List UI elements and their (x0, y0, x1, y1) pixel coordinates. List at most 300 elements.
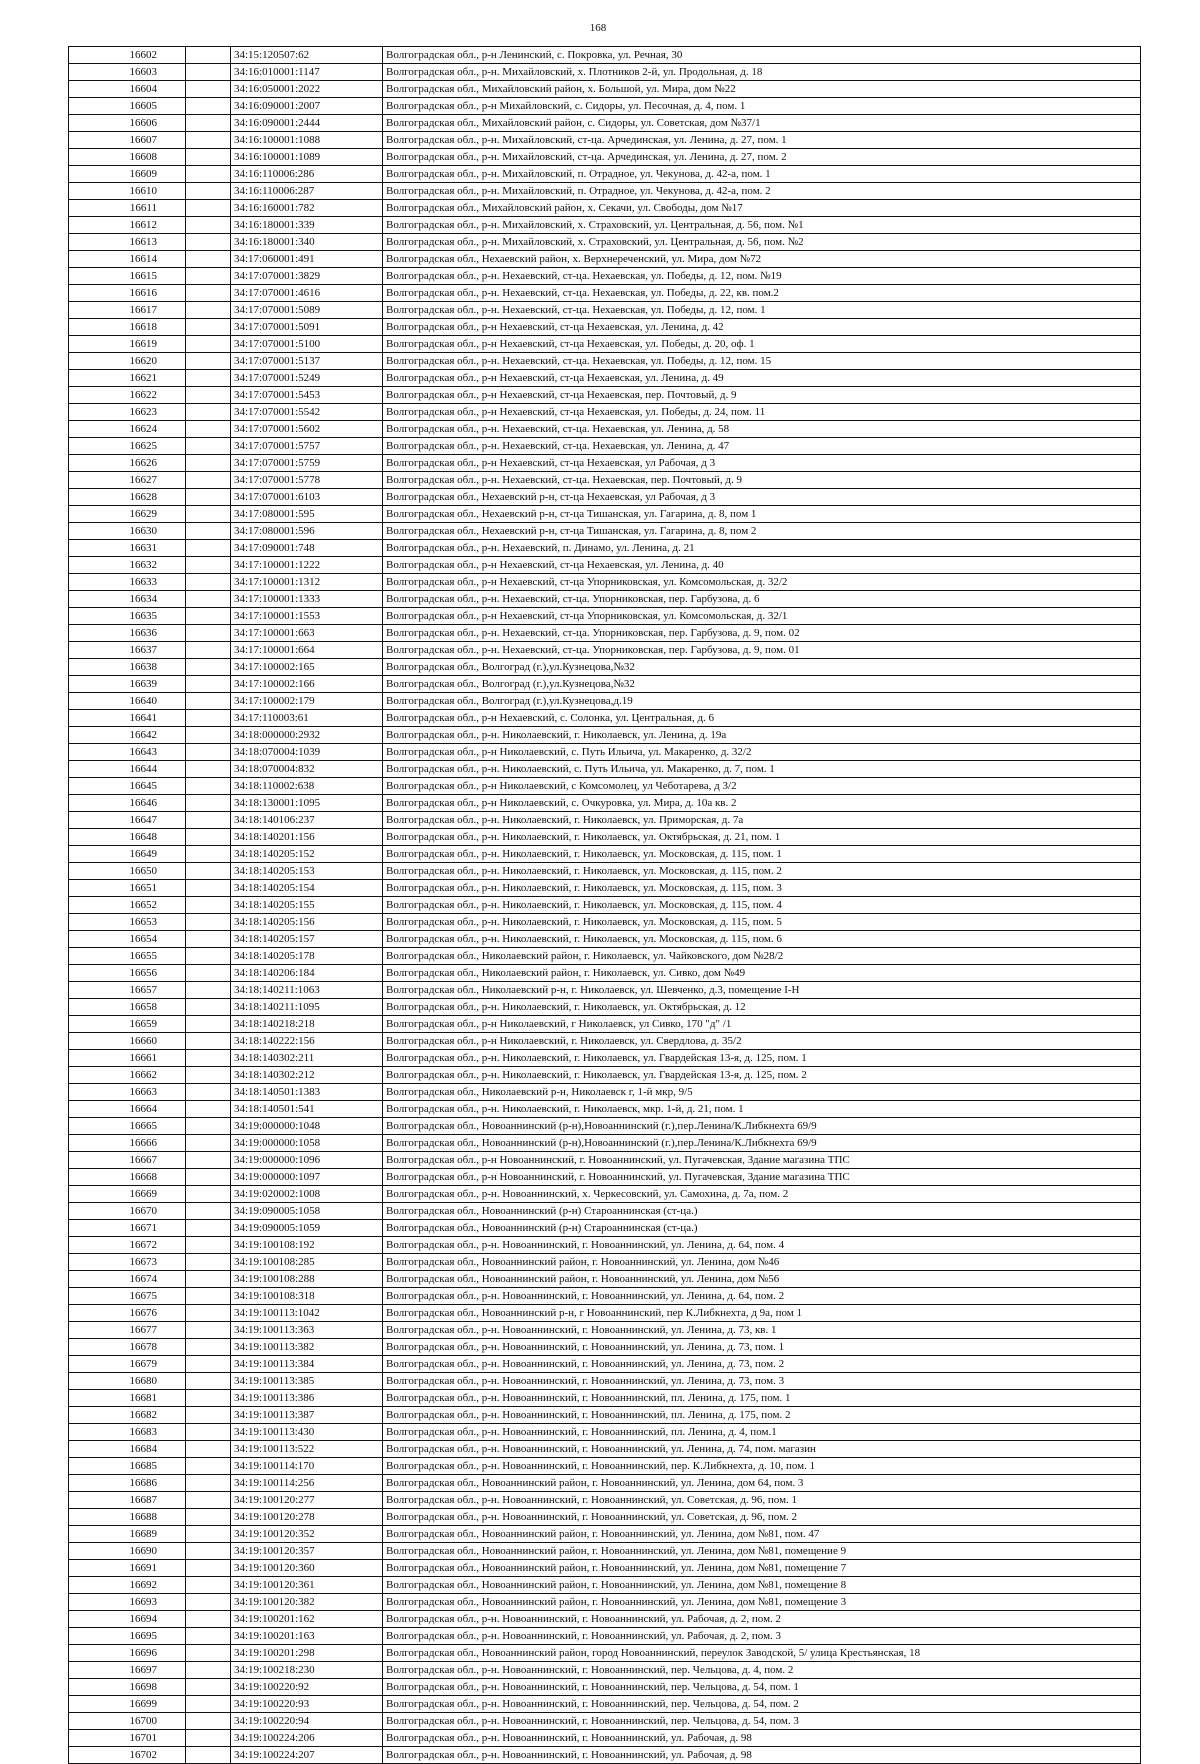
table-row (69, 1713, 1141, 1730)
table-row (69, 1730, 1141, 1747)
record-number-cell: 16658 (69, 999, 186, 1016)
empty-cell (186, 234, 231, 251)
cadastral-number-cell: 34:17:070001:5100 (231, 336, 383, 353)
empty-cell (186, 1679, 231, 1696)
record-number-cell: 16637 (69, 642, 186, 659)
empty-cell (186, 404, 231, 421)
cadastral-number-cell: 34:19:100113:385 (231, 1373, 383, 1390)
empty-cell (186, 846, 231, 863)
empty-cell (186, 1033, 231, 1050)
cadastral-number-cell: 34:19:100120:278 (231, 1509, 383, 1526)
table-row (69, 115, 1141, 132)
table-row (69, 319, 1141, 336)
cadastral-number-cell: 34:18:140501:1383 (231, 1084, 383, 1101)
empty-cell (186, 1050, 231, 1067)
empty-cell (186, 1645, 231, 1662)
empty-cell (186, 353, 231, 370)
address-cell: Волгоградская обл., р-н. Николаевский, г. Николаевск, ул. Ленина, д. 19а (383, 727, 1141, 744)
address-cell: Волгоградская обл., Новоаннинский район, г. Новоаннинский, ул. Ленина, дом 64, пом. 3 (383, 1475, 1141, 1492)
record-number-cell: 16681 (69, 1390, 186, 1407)
record-number-cell: 16675 (69, 1288, 186, 1305)
address-cell: Волгоградская обл., Новоаннинский район, г. Новоаннинский, ул. Ленина, дом №46 (383, 1254, 1141, 1271)
address-cell: Волгоградская обл., р-н. Михайловский, п. Отрадное, ул. Чекунова, д. 42-а, пом. 2 (383, 183, 1141, 200)
record-number-cell: 16616 (69, 285, 186, 302)
record-number-cell: 16679 (69, 1356, 186, 1373)
empty-cell (186, 1475, 231, 1492)
empty-cell (186, 693, 231, 710)
record-number-cell: 16652 (69, 897, 186, 914)
record-number-cell: 16618 (69, 319, 186, 336)
address-cell: Волгоградская обл., р-н. Новоаннинский, г. Новоаннинский, ул. Советская, д. 96, пом. 1 (383, 1492, 1141, 1509)
address-cell: Волгоградская обл., р-н. Нехаевский, ст-ца. Нехаевская, ул. Победы, д. 12, пом. 15 (383, 353, 1141, 370)
table-row (69, 251, 1141, 268)
address-cell: Волгоградская обл., Волгоград (г.),ул.Кузнецова,№32 (383, 676, 1141, 693)
address-cell: Волгоградская обл., Новоаннинский (р-н),Новоаннинский (г.),пер.Ленина/К.Либкнехта 69/9 (383, 1118, 1141, 1135)
cadastral-number-cell: 34:19:100220:92 (231, 1679, 383, 1696)
record-number-cell: 16684 (69, 1441, 186, 1458)
table-row (69, 608, 1141, 625)
record-number-cell: 16662 (69, 1067, 186, 1084)
address-cell: Волгоградская обл., Николаевский р-н, Николаевск г, 1-й мкр, 9/5 (383, 1084, 1141, 1101)
record-number-cell: 16663 (69, 1084, 186, 1101)
empty-cell (186, 200, 231, 217)
table-row (69, 710, 1141, 727)
cadastral-number-cell: 34:18:140222:156 (231, 1033, 383, 1050)
empty-cell (186, 1305, 231, 1322)
record-number-cell: 16644 (69, 761, 186, 778)
cadastral-number-cell: 34:17:070001:5757 (231, 438, 383, 455)
record-number-cell: 16677 (69, 1322, 186, 1339)
table-row (69, 200, 1141, 217)
address-cell: Волгоградская обл., р-н Николаевский, с. Очкуровка, ул. Мира, д. 10а кв. 2 (383, 795, 1141, 812)
table-row (69, 64, 1141, 81)
record-number-cell: 16666 (69, 1135, 186, 1152)
empty-cell (186, 744, 231, 761)
empty-cell (186, 506, 231, 523)
record-number-cell: 16614 (69, 251, 186, 268)
record-number-cell: 16640 (69, 693, 186, 710)
cadastral-number-cell: 34:17:070001:3829 (231, 268, 383, 285)
cadastral-number-cell: 34:19:100113:387 (231, 1407, 383, 1424)
table-row (69, 421, 1141, 438)
table-row (69, 1560, 1141, 1577)
empty-cell (186, 880, 231, 897)
record-number-cell: 16603 (69, 64, 186, 81)
record-number-cell: 16670 (69, 1203, 186, 1220)
empty-cell (186, 999, 231, 1016)
record-number-cell: 16629 (69, 506, 186, 523)
table-row (69, 166, 1141, 183)
record-number-cell: 16659 (69, 1016, 186, 1033)
cadastral-number-cell: 34:19:100224:207 (231, 1747, 383, 1764)
record-number-cell: 16625 (69, 438, 186, 455)
table-row (69, 693, 1141, 710)
cadastral-number-cell: 34:19:100224:206 (231, 1730, 383, 1747)
address-cell: Волгоградская обл., р-н. Новоаннинский, г. Новоаннинский, ул. Рабочая, д. 2, пом. 2 (383, 1611, 1141, 1628)
table-row (69, 1254, 1141, 1271)
cadastral-number-cell: 34:17:070001:6103 (231, 489, 383, 506)
cadastral-number-cell: 34:16:050001:2022 (231, 81, 383, 98)
address-cell: Волгоградская обл., р-н Новоаннинский, г. Новоаннинский, ул. Пугачевская, Здание магазина ТПС (383, 1152, 1141, 1169)
empty-cell (186, 81, 231, 98)
empty-cell (186, 183, 231, 200)
empty-cell (186, 1577, 231, 1594)
empty-cell (186, 1441, 231, 1458)
table-row (69, 812, 1141, 829)
empty-cell (186, 1220, 231, 1237)
empty-cell (186, 1407, 231, 1424)
table-row (69, 1186, 1141, 1203)
table-row (69, 778, 1141, 795)
record-number-cell: 16622 (69, 387, 186, 404)
table-row (69, 1458, 1141, 1475)
cadastral-number-cell: 34:19:100114:256 (231, 1475, 383, 1492)
empty-cell (186, 1322, 231, 1339)
record-number-cell: 16701 (69, 1730, 186, 1747)
table-row (69, 336, 1141, 353)
table-row (69, 98, 1141, 115)
cadastral-number-cell: 34:19:000000:1048 (231, 1118, 383, 1135)
cadastral-number-cell: 34:16:090001:2007 (231, 98, 383, 115)
address-cell: Волгоградская обл., р-н. Новоаннинский, г. Новоаннинский, ул. Ленина, д. 74, пом. магазин (383, 1441, 1141, 1458)
empty-cell (186, 1339, 231, 1356)
cadastral-number-cell: 34:18:140206:184 (231, 965, 383, 982)
empty-cell (186, 387, 231, 404)
table-row (69, 47, 1141, 64)
address-cell: Волгоградская обл., Волгоград (г.),ул.Кузнецова,д.19 (383, 693, 1141, 710)
cadastral-number-cell: 34:18:140211:1095 (231, 999, 383, 1016)
record-number-cell: 16633 (69, 574, 186, 591)
address-cell: Волгоградская обл., р-н. Николаевский, г. Николаевск, ул. Московская, д. 115, пом. 5 (383, 914, 1141, 931)
cadastral-number-cell: 34:19:100120:352 (231, 1526, 383, 1543)
record-number-cell: 16674 (69, 1271, 186, 1288)
record-number-cell: 16676 (69, 1305, 186, 1322)
cadastral-number-cell: 34:19:100108:318 (231, 1288, 383, 1305)
address-cell: Волгоградская обл., Волгоград (г.),ул.Кузнецова,№32 (383, 659, 1141, 676)
table-row (69, 132, 1141, 149)
cadastral-number-cell: 34:18:070004:1039 (231, 744, 383, 761)
record-number-cell: 16650 (69, 863, 186, 880)
record-number-cell: 16700 (69, 1713, 186, 1730)
record-number-cell: 16648 (69, 829, 186, 846)
table-row (69, 1407, 1141, 1424)
table-row (69, 1628, 1141, 1645)
empty-cell (186, 710, 231, 727)
empty-cell (186, 625, 231, 642)
address-cell: Волгоградская обл., р-н. Николаевский, г. Николаевск, ул. Московская, д. 115, пом. 2 (383, 863, 1141, 880)
empty-cell (186, 931, 231, 948)
cadastral-number-cell: 34:17:070001:5778 (231, 472, 383, 489)
cadastral-number-cell: 34:17:100001:1312 (231, 574, 383, 591)
cadastral-number-cell: 34:19:100113:522 (231, 1441, 383, 1458)
record-number-cell: 16641 (69, 710, 186, 727)
cadastral-number-cell: 34:19:100201:163 (231, 1628, 383, 1645)
address-cell: Волгоградская обл., р-н Нехаевский, ст-ца Нехаевская, пер. Почтовый, д. 9 (383, 387, 1141, 404)
table-row (69, 727, 1141, 744)
empty-cell (186, 1169, 231, 1186)
table-row (69, 438, 1141, 455)
cadastral-number-cell: 34:18:140211:1063 (231, 982, 383, 999)
table-row (69, 302, 1141, 319)
cadastral-number-cell: 34:18:140106:237 (231, 812, 383, 829)
address-cell: Волгоградская обл., р-н. Нехаевский, ст-ца. Нехаевская, пер. Почтовый, д. 9 (383, 472, 1141, 489)
record-number-cell: 16680 (69, 1373, 186, 1390)
record-number-cell: 16605 (69, 98, 186, 115)
empty-cell (186, 557, 231, 574)
empty-cell (186, 591, 231, 608)
table-row (69, 1339, 1141, 1356)
table-row (69, 829, 1141, 846)
record-number-cell: 16651 (69, 880, 186, 897)
empty-cell (186, 268, 231, 285)
record-number-cell: 16654 (69, 931, 186, 948)
address-cell: Волгоградская обл., Нехаевский р-н, ст-ца Тишанская, ул. Гагарина, д. 8, пом 1 (383, 506, 1141, 523)
table-row (69, 1373, 1141, 1390)
cadastral-number-cell: 34:19:090005:1059 (231, 1220, 383, 1237)
cadastral-number-cell: 34:17:070001:5249 (231, 370, 383, 387)
table-row (69, 1424, 1141, 1441)
address-cell: Волгоградская обл., Нехаевский район, х. Верхнереченский, ул. Мира, дом №72 (383, 251, 1141, 268)
cadastral-number-cell: 34:19:100120:357 (231, 1543, 383, 1560)
address-cell: Волгоградская обл., р-н. Николаевский, г. Николаевск, ул. Московская, д. 115, пом. 4 (383, 897, 1141, 914)
empty-cell (186, 472, 231, 489)
record-number-cell: 16626 (69, 455, 186, 472)
empty-cell (186, 1237, 231, 1254)
cadastral-number-cell: 34:19:100120:361 (231, 1577, 383, 1594)
empty-cell (186, 421, 231, 438)
record-number-cell: 16615 (69, 268, 186, 285)
empty-cell (186, 1424, 231, 1441)
address-cell: Волгоградская обл., р-н. Нехаевский, п. Динамо, ул. Ленина, д. 21 (383, 540, 1141, 557)
table-row (69, 1356, 1141, 1373)
table-row (69, 149, 1141, 166)
records-table (68, 46, 1141, 1764)
empty-cell (186, 47, 231, 64)
record-number-cell: 16692 (69, 1577, 186, 1594)
address-cell: Волгоградская обл., Николаевский район, г. Николаевск, ул. Сивко, дом №49 (383, 965, 1141, 982)
record-number-cell: 16687 (69, 1492, 186, 1509)
table-row (69, 404, 1141, 421)
table-row (69, 1016, 1141, 1033)
cadastral-number-cell: 34:17:100002:179 (231, 693, 383, 710)
table-row (69, 81, 1141, 98)
record-number-cell: 16612 (69, 217, 186, 234)
cadastral-number-cell: 34:17:100002:165 (231, 659, 383, 676)
table-row (69, 1067, 1141, 1084)
address-cell: Волгоградская обл., Николаевский р-н, г. Николаевск, ул. Шевченко, д.3, помещение I-H (383, 982, 1141, 999)
cadastral-number-cell: 34:17:070001:5453 (231, 387, 383, 404)
address-cell: Волгоградская обл., р-н Николаевский, с Комсомолец, ул Чеботарева, д 3/2 (383, 778, 1141, 795)
table-row (69, 625, 1141, 642)
empty-cell (186, 897, 231, 914)
table-row (69, 455, 1141, 472)
address-cell: Волгоградская обл., р-н. Михайловский, п. Отрадное, ул. Чекунова, д. 42-а, пом. 1 (383, 166, 1141, 183)
empty-cell (186, 778, 231, 795)
record-number-cell: 16661 (69, 1050, 186, 1067)
empty-cell (186, 1611, 231, 1628)
cadastral-number-cell: 34:19:100201:162 (231, 1611, 383, 1628)
empty-cell (186, 115, 231, 132)
empty-cell (186, 98, 231, 115)
table-row (69, 1220, 1141, 1237)
empty-cell (186, 914, 231, 931)
record-number-cell: 16636 (69, 625, 186, 642)
address-cell: Волгоградская обл., Михайловский район, х. Большой, ул. Мира, дом №22 (383, 81, 1141, 98)
empty-cell (186, 1730, 231, 1747)
cadastral-number-cell: 34:17:110003:61 (231, 710, 383, 727)
empty-cell (186, 1696, 231, 1713)
table-row (69, 642, 1141, 659)
empty-cell (186, 1628, 231, 1645)
cadastral-number-cell: 34:18:140302:211 (231, 1050, 383, 1067)
address-cell: Волгоградская обл., р-н. Николаевский, г. Николаевск, ул. Гвардейская 13-я, д. 125, пом. 2 (383, 1067, 1141, 1084)
record-number-cell: 16668 (69, 1169, 186, 1186)
address-cell: Волгоградская обл., Новоаннинский район, г. Новоаннинский, ул. Ленина, дом №81, помещение 3 (383, 1594, 1141, 1611)
address-cell: Волгоградская обл., р-н. Новоаннинский, г. Новоаннинский, ул. Советская, д. 96, пом. 2 (383, 1509, 1141, 1526)
table-row (69, 353, 1141, 370)
record-number-cell: 16630 (69, 523, 186, 540)
address-cell: Волгоградская обл., Новоаннинский район, г. Новоаннинский, ул. Ленина, дом №81, помещение 8 (383, 1577, 1141, 1594)
address-cell: Волгоградская обл., р-н. Михайловский, х. Плотников 2-й, ул. Продольная, д. 18 (383, 64, 1141, 81)
record-number-cell: 16669 (69, 1186, 186, 1203)
table-row (69, 489, 1141, 506)
cadastral-number-cell: 34:16:100001:1089 (231, 149, 383, 166)
table-row (69, 472, 1141, 489)
address-cell: Волгоградская обл., р-н Нехаевский, ст-ца Упорниковская, ул. Комсомольская, д. 32/2 (383, 574, 1141, 591)
table-row (69, 506, 1141, 523)
cadastral-number-cell: 34:17:070001:5091 (231, 319, 383, 336)
address-cell: Волгоградская обл., Нехаевский р-н, ст-ца Нехаевская, ул Рабочая, д 3 (383, 489, 1141, 506)
table-row (69, 268, 1141, 285)
empty-cell (186, 302, 231, 319)
cadastral-number-cell: 34:19:100114:170 (231, 1458, 383, 1475)
table-row (69, 1135, 1141, 1152)
address-cell: Волгоградская обл., Михайловский район, с. Сидоры, ул. Советская, дом №37/1 (383, 115, 1141, 132)
address-cell: Волгоградская обл., р-н Нехаевский, ст-ца Нехаевская, ул. Ленина, д. 49 (383, 370, 1141, 387)
empty-cell (186, 676, 231, 693)
cadastral-number-cell: 34:18:140218:218 (231, 1016, 383, 1033)
cadastral-number-cell: 34:19:100218:230 (231, 1662, 383, 1679)
table-row (69, 1526, 1141, 1543)
record-number-cell: 16642 (69, 727, 186, 744)
empty-cell (186, 1135, 231, 1152)
record-number-cell: 16617 (69, 302, 186, 319)
cadastral-number-cell: 34:18:140201:156 (231, 829, 383, 846)
cadastral-number-cell: 34:19:100108:288 (231, 1271, 383, 1288)
table-row (69, 1492, 1141, 1509)
address-cell: Волгоградская обл., р-н. Новоаннинский, г. Новоаннинский, пл. Ленина, д. 175, пом. 2 (383, 1407, 1141, 1424)
address-cell: Волгоградская обл., р-н. Николаевский, г. Николаевск, ул. Московская, д. 115, пом. 6 (383, 931, 1141, 948)
empty-cell (186, 370, 231, 387)
table-row (69, 659, 1141, 676)
empty-cell (186, 795, 231, 812)
cadastral-number-cell: 34:18:140205:154 (231, 880, 383, 897)
cadastral-number-cell: 34:19:100113:382 (231, 1339, 383, 1356)
cadastral-number-cell: 34:19:000000:1096 (231, 1152, 383, 1169)
address-cell: Волгоградская обл., Новоаннинский район, г. Новоаннинский, ул. Ленина, дом №56 (383, 1271, 1141, 1288)
empty-cell (186, 727, 231, 744)
address-cell: Волгоградская обл., р-н Новоаннинский, г. Новоаннинский, ул. Пугачевская, Здание магазина ТПС (383, 1169, 1141, 1186)
address-cell: Волгоградская обл., Новоаннинский (р-н) Староаннинская (ст-ца.) (383, 1220, 1141, 1237)
cadastral-number-cell: 34:17:100001:1333 (231, 591, 383, 608)
empty-cell (186, 64, 231, 81)
table-row (69, 1441, 1141, 1458)
cadastral-number-cell: 34:19:100113:1042 (231, 1305, 383, 1322)
record-number-cell: 16631 (69, 540, 186, 557)
record-number-cell: 16620 (69, 353, 186, 370)
table-row (69, 1543, 1141, 1560)
empty-cell (186, 251, 231, 268)
empty-cell (186, 217, 231, 234)
address-cell: Волгоградская обл., р-н. Михайловский, х. Страховский, ул. Центральная, д. 56, пом. №2 (383, 234, 1141, 251)
record-number-cell: 16656 (69, 965, 186, 982)
address-cell: Волгоградская обл., р-н. Новоаннинский, г. Новоаннинский, ул. Рабочая, д. 98 (383, 1747, 1141, 1764)
empty-cell (186, 1254, 231, 1271)
empty-cell (186, 1713, 231, 1730)
empty-cell (186, 1373, 231, 1390)
table-row (69, 1271, 1141, 1288)
cadastral-number-cell: 34:19:100220:94 (231, 1713, 383, 1730)
empty-cell (186, 1543, 231, 1560)
cadastral-number-cell: 34:18:140302:212 (231, 1067, 383, 1084)
address-cell: Волгоградская обл., р-н. Новоаннинский, г. Новоаннинский, ул. Ленина, д. 73, кв. 1 (383, 1322, 1141, 1339)
cadastral-number-cell: 34:16:180001:339 (231, 217, 383, 234)
table-row (69, 982, 1141, 999)
cadastral-number-cell: 34:17:070001:5542 (231, 404, 383, 421)
address-cell: Волгоградская обл., р-н. Николаевский, г. Николаевск, ул. Октябрьская, д. 12 (383, 999, 1141, 1016)
record-number-cell: 16643 (69, 744, 186, 761)
address-cell: Волгоградская обл., р-н. Нехаевский, ст-ца. Нехаевская, ул. Победы, д. 12, пом. 1 (383, 302, 1141, 319)
cadastral-number-cell: 34:17:060001:491 (231, 251, 383, 268)
table-row (69, 914, 1141, 931)
cadastral-number-cell: 34:18:140205:153 (231, 863, 383, 880)
address-cell: Волгоградская обл., р-н. Нехаевский, ст-ца. Нехаевская, ул. Победы, д. 22, кв. пом.2 (383, 285, 1141, 302)
address-cell: Волгоградская обл., р-н. Нехаевский, ст-ца. Нехаевская, ул. Ленина, д. 47 (383, 438, 1141, 455)
cadastral-number-cell: 34:18:140205:156 (231, 914, 383, 931)
address-cell: Волгоградская обл., р-н. Новоаннинский, г. Новоаннинский, ул. Ленина, д. 73, пом. 1 (383, 1339, 1141, 1356)
table-row (69, 217, 1141, 234)
table-row (69, 1084, 1141, 1101)
table-row (69, 1611, 1141, 1628)
cadastral-number-cell: 34:19:100108:192 (231, 1237, 383, 1254)
table-row (69, 1169, 1141, 1186)
table-row (69, 1509, 1141, 1526)
table-row (69, 1033, 1141, 1050)
cadastral-number-cell: 34:19:100120:277 (231, 1492, 383, 1509)
table-row (69, 1305, 1141, 1322)
table-row (69, 1696, 1141, 1713)
cadastral-number-cell: 34:17:070001:5759 (231, 455, 383, 472)
empty-cell (186, 438, 231, 455)
empty-cell (186, 1067, 231, 1084)
record-number-cell: 16653 (69, 914, 186, 931)
empty-cell (186, 642, 231, 659)
table-row (69, 1203, 1141, 1220)
address-cell: Волгоградская обл., р-н Ленинский, с. Покровка, ул. Речная, 30 (383, 47, 1141, 64)
address-cell: Волгоградская обл., р-н. Николаевский, г. Николаевск, ул. Московская, д. 115, пом. 3 (383, 880, 1141, 897)
table-row (69, 999, 1141, 1016)
address-cell: Волгоградская обл., Новоаннинский район, г. Новоаннинский, ул. Ленина, дом №81, пом. 47 (383, 1526, 1141, 1543)
record-number-cell: 16619 (69, 336, 186, 353)
address-cell: Волгоградская обл., Нехаевский р-н, ст-ца Тишанская, ул. Гагарина, д. 8, пом 2 (383, 523, 1141, 540)
table-row (69, 523, 1141, 540)
cadastral-number-cell: 34:18:140205:157 (231, 931, 383, 948)
record-number-cell: 16671 (69, 1220, 186, 1237)
record-number-cell: 16613 (69, 234, 186, 251)
empty-cell (186, 455, 231, 472)
record-number-cell: 16672 (69, 1237, 186, 1254)
address-cell: Волгоградская обл., Новоаннинский район, г. Новоаннинский, ул. Ленина, дом №81, помещение 7 (383, 1560, 1141, 1577)
